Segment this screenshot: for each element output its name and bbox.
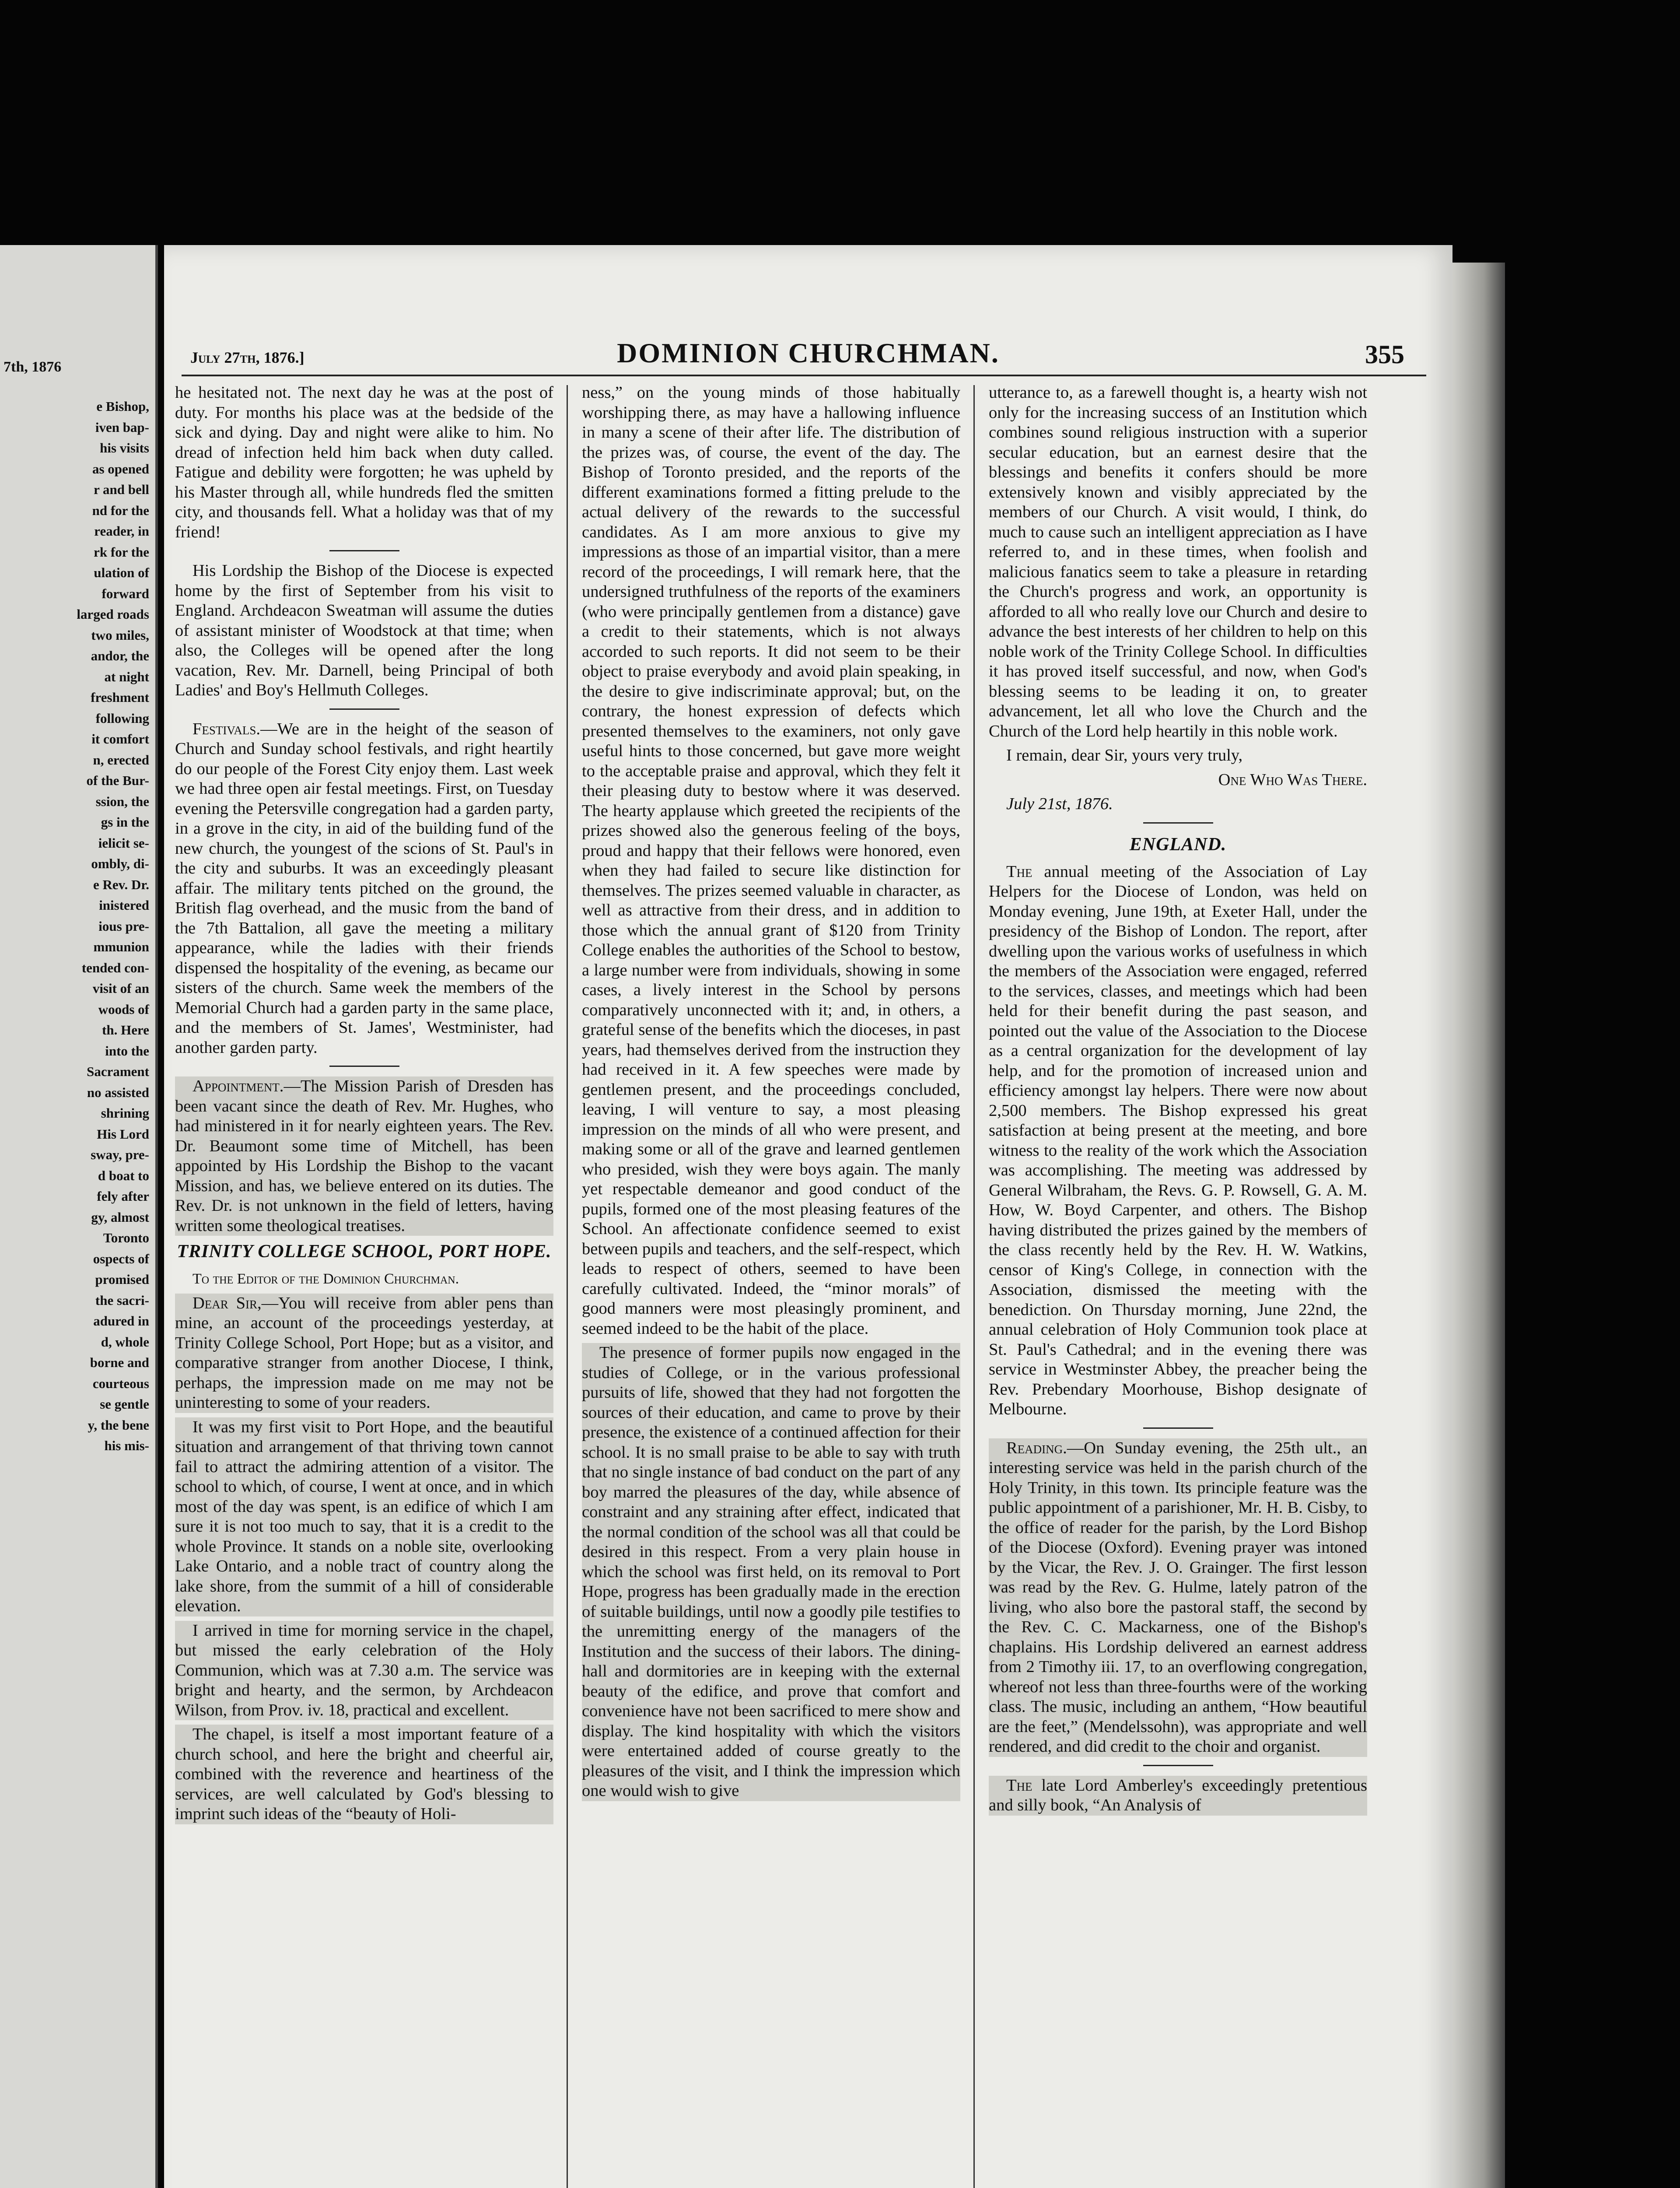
left-page-line: ombly, di- <box>91 856 149 871</box>
left-page-line: shrining <box>101 1105 149 1121</box>
left-page-line: of the Bur- <box>86 773 149 788</box>
left-page-line: forward <box>102 586 149 601</box>
letter-salutation: To the Editor of the Dominion Churchman. <box>192 1271 459 1287</box>
left-page-line: ospects of <box>93 1251 149 1266</box>
newspaper-page <box>164 245 1452 2188</box>
left-page-line: sway, pre- <box>91 1147 149 1162</box>
left-page-text-fragments <box>5 396 149 1456</box>
article-paragraph: ness,” on the young minds of those habitually worshipping there, as may have a hallowing influence in many a scene of their after life. The distribution of the prizes was, of course, the event of the day. The Bishop of Toronto presided, and the reports of the different examinations formed a fitting prelude to the actual delivery of the rewards to the successful candidates. As I am more anxious to give my impressions as those of an impartial visitor, than a mere record of the proceedings, I will remark here, that the undersigned truthfulness of the reports of the examiners (who were principally gentlemen from a distance) gave a credit to their statements, which is not always accorded to such reports. It did not seem to be their object to praise everybody and avoid plain speaking, in the desire to give indiscriminate approval; but, on the contrary, the honest expression of defects which presented themselves to the examiners, not only gave useful hints to those concerned, but gave more weight to the acceptable praise and approval, which they felt it their pleasing duty to bestow where it was deserved. The hearty applause which greeted the recipients of the prizes showed also the generous feeling of the boys, proud and happy that their fellows were honored, even when they had failed to secure like distinction for themselves. The prizes seemed valuable in character, as well as attractive from their dress, and in addition to those which the annual grant of $120 from Trinity College enables the authorities of the School to bestow, a large number were from individuals, showing in some cases, a lively interest in the School by persons comparatively unconnected with it; and, in others, a grateful sense of the benefits which the dioceses, in past years, had themselves derived from the instruction they had received in it. A few speeches were made by gentlemen present, and the proceedings concluded, leaving, I will venture to say, a most pleasing impression on the minds of all who were present, and making some or all of the grave and learned gentlemen who presided, wish they were boys again. The manly yet respectable demeanor and good conduct of the pupils, formed one of the most pleasing features of the School. An affectionate confidence seemed to exist between pupils and teachers, and the self-respect, which leads to respect of others, seemed to have been carefully cultivated. Indeed, the “minor morals” of good manners were most pleasingly prominent, and seemed indeed to be the habit of the place. <box>582 383 960 1338</box>
section-divider <box>1143 1765 1213 1766</box>
left-page-line: into the <box>105 1043 149 1059</box>
left-page-line: reader, in <box>94 523 149 539</box>
left-page-line: se gentle <box>100 1396 149 1412</box>
left-page-line: ious pre- <box>98 918 149 934</box>
article-paragraph: It was my first visit to Port Hope, and the beautiful situation and arrangement of that thriving town cannot fail to attract the admiring attention of a visitor. The school to which, of course, I went at once, and in which most of the day was spent, is an edifice of which I am sure it is not too much to say, that it is a credit to the whole Province. It stands on a noble site, overlooking Lake Ontario, and a noble tract of country along the lake shore, from the summit of a hill of considerable elevation. <box>175 1417 553 1616</box>
left-page-line: at night <box>104 669 149 684</box>
left-page-line: woods of <box>98 1001 149 1017</box>
left-page-line: mmunion <box>93 939 149 954</box>
paragraph-lead: The <box>1006 862 1032 881</box>
paragraph-lead: The <box>1006 1776 1032 1795</box>
left-page-line: d, whole <box>101 1334 149 1350</box>
left-page-line: e Bishop, <box>96 399 149 414</box>
left-page-line: Sacrament <box>87 1064 149 1079</box>
left-page-line: y, the bene <box>88 1417 149 1433</box>
left-page-line: iven bap- <box>95 419 149 435</box>
left-page-line: the sacri- <box>95 1292 149 1308</box>
left-page-line: rk for the <box>94 544 149 560</box>
left-page-line: visit of an <box>92 981 149 996</box>
section-divider <box>1143 822 1213 824</box>
paragraph-lead: Festivals. <box>192 719 261 738</box>
left-page-line: inistered <box>99 898 149 913</box>
letter-date: July 21st, 1876. <box>1006 795 1113 813</box>
left-page-line: as opened <box>92 461 149 477</box>
paragraph-lead: Reading. <box>1006 1438 1067 1457</box>
left-page-line: promised <box>95 1272 149 1287</box>
header-rule <box>182 375 1426 376</box>
article-paragraph: I arrived in time for morning service in the chapel, but missed the early celebration of the Holy Communion, which was at 7.30 a.m. The service was bright and hearty, and the sermon, by Archdeacon Wilson, from Prov. iv. 18, practical and excellent. <box>175 1621 553 1721</box>
left-page-line: ielicit se- <box>98 835 149 851</box>
left-page-line: borne and <box>90 1355 149 1370</box>
paragraph-lead: Appointment. <box>192 1077 284 1095</box>
left-page-line: larged roads <box>77 607 149 622</box>
letter-closing: I remain, dear Sir, yours very truly, <box>1006 746 1243 764</box>
article-paragraph: The presence of former pupils now engaged in the studies of College, or in the various professional pursuits of life, showed that they had not forgotten the sources of their education, and came to prove by their presence, the existence of a continued affection for their school. It is no small praise to be able to say with truth that no single instance of bad conduct on the part of any boy marred the pleasures of the day, while absence of constraint and any straining after effect, indicated that the normal condition of the school was all that could be desired in this respect. From a very plain house in which the school was first held, on its removal to Port Hope, progress has been gradually made in the erection of suitable buildings, until now a goodly pile testifies to the unremitting energy of the managers of the Institution and the success of their labors. The dining-hall and dormitories are in keeping with the external beauty of the edifice, and prove that comfort and convenience have not been sacrificed to mere show and display. The kind hospitality with which the visitors were entertained added of course greatly to the pleasures of the visit, and I think the impression which one would wish to give <box>582 1343 960 1801</box>
article-paragraph: Festivals.—We are in the height of the season of Church and Sunday school festivals, and right heartily do our people of the Forest City enjoy them. Last week we had three open air festal meetings. First, on Tuesday evening the Petersville congregation had a garden party, in a grove in the city, in aid of the building fund of the new church, the youngest of the scions of St. Paul's in the city and suburbs. It was an exceedingly pleasant affair. The military tents pitched on the ground, the British flag overhead, and the music from the band of the 7th Battalion, all gave the meeting a military appearance, while the ladies with their friends dispensed the hospitality of the evening, as became our sisters of the church. Same week the members of the Memorial Church had a garden party in the same place, and the members of St. James', Westminister, had another garden party. <box>175 719 553 1057</box>
article-paragraph: Dear Sir,—You will receive from abler pens than mine, an account of the proceedings yesterday, at Trinity College School, Port Hope; but as a visitor, and comparative stranger from another Diocese, I think, perhaps, the impression made on me may not be uninteresting to some of your readers. <box>175 1294 553 1413</box>
left-page-line: e Rev. Dr. <box>93 877 149 892</box>
column-rule <box>567 385 568 2188</box>
article-paragraph: The annual meeting of the Association of Lay Helpers for the Diocese of London, was held on Monday evening, June 19th, at Exeter Hall, under the presidency of the Bishop of London. The report, after dwelling upon the various works of usefulness in which the members of the Association were engaged, referred to the services, classes, and meetings which had been held for their benefit during the past season, and pointed out the value of the Association to the Diocese as a central organization for the development of lay help, and for the promotion of increased union and efficiency amongst lay helpers. There were now about 2,500 members. The Bishop expressed his great satisfaction at being present at the meeting, and bore witness to the reality of the work which the Association was accomplishing. The meeting was addressed by General Wilbraham, the Revs. G. P. Rowsell, G. A. M. How, W. Boyd Carpenter, and others. The Bishop having distributed the prizes gained by the members of the class recently held by the Rev. H. W. Watkins, censor of King's College, in connection with the Association, dismissed the meeting with the benediction. On Thursday morning, June 22nd, the annual celebration of Holy Communion took place at St. Paul's Cathedral; and in the evening there was service in Westminster Abbey, the preacher being the Rev. Prebendary Moorhouse, Bishop designate of Melbourne. <box>989 862 1367 1418</box>
left-page-line: following <box>95 710 149 726</box>
left-page-line: his visits <box>100 440 149 456</box>
section-divider <box>329 550 399 551</box>
left-page-line: nd for the <box>92 502 149 518</box>
left-page-line: freshment <box>91 690 149 705</box>
adjacent-left-page <box>0 245 158 2188</box>
article-heading: TRINITY COLLEGE SCHOOL, PORT HOPE. <box>177 1241 552 1262</box>
left-page-header: 7th, 1876 <box>4 359 62 375</box>
article-paragraph: Reading.—On Sunday evening, the 25th ult., an interesting service was held in the parish church of the Holy Trinity, in this town. Its principle feature was the public appointment of a parishioner, Mr. H. B. Cisby, to the office of reader for the parish, by the Lord Bishop of the Diocese (Oxford). Evening prayer was intoned by the Vicar, the Rev. J. O. Grainger. The first lesson was read by the Rev. G. Hulme, lately patron of the living, who also bore the pastoral staff, the second by the Rev. C. C. Mackarness, one of the Bishop's chaplains. His Lordship delivered an earnest address from 2 Timothy iii. 17, to an overflowing congregation, whereof not less than three-fourths were of the working class. The music, including an anthem, “How beautiful are the feet,” (Mendelssohn), was appropriate and well rendered, and did credit to the choir and organist. <box>989 1438 1367 1757</box>
left-page-line: ulation of <box>94 565 149 580</box>
left-page-line: his mis- <box>104 1438 149 1453</box>
left-page-line: th. Here <box>102 1022 149 1038</box>
column-1 <box>175 383 553 2188</box>
left-page-line: courteous <box>92 1375 149 1391</box>
article-paragraph: The late Lord Amberley's exceedingly pretentious and silly book, “An Analysis of <box>989 1776 1367 1816</box>
article-paragraph: The chapel, is itself a most important feature of a church school, and here the bright and cheerful air, combined with the reverence and heartiness of the services, are well calculated by God's blessing to imprint such ideas of the “beauty of Holi- <box>175 1725 553 1824</box>
left-page-line: d boat to <box>98 1168 149 1183</box>
left-page-line: n, erected <box>93 752 149 768</box>
left-page-line: andor, the <box>91 648 149 663</box>
left-page-line: gy, almost <box>91 1209 149 1225</box>
column-rule <box>973 385 975 2188</box>
section-heading-england: ENGLAND. <box>1129 834 1227 855</box>
left-page-line: ssion, the <box>95 793 149 809</box>
section-divider <box>1143 1427 1213 1429</box>
column-2 <box>582 383 960 2188</box>
left-page-line: fely after <box>97 1189 149 1204</box>
header-date: July 27th, 1876.] <box>190 349 304 366</box>
left-page-line: Toronto <box>103 1230 149 1245</box>
left-page-line: it comfort <box>91 731 149 747</box>
paragraph-lead: Dear Sir, <box>192 1294 262 1312</box>
left-page-line: tended con- <box>81 960 149 975</box>
left-page-line: adured in <box>93 1313 149 1329</box>
letter-signature: One Who Was There. <box>1218 770 1367 789</box>
article-paragraph: Appointment.—The Mission Parish of Dresden has been vacant since the death of Rev. Mr. Hughes, who had ministered in it for nearly eighteen years. The Rev. Dr. Beaumont some time of Mitchell, has been appointed by His Lordship the Bishop to the vacant Mission, and has, we believe entered on its duties. The Rev. Dr. is not unknown in the field of letters, having written some theological treatises. <box>175 1076 553 1236</box>
page-header <box>164 337 1452 372</box>
column-3 <box>989 383 1367 2188</box>
section-divider <box>329 1066 399 1067</box>
left-page-line: gs in the <box>101 814 149 830</box>
masthead-title: DOMINION CHURCHMAN. <box>617 337 1000 368</box>
page-number: 355 <box>1365 340 1404 369</box>
left-page-line: two miles, <box>91 627 149 643</box>
article-paragraph: he hesitated not. The next day he was at the post of duty. For months his place was at the bedside of the sick and dying. Day and night were alike to him. No dread of infection held him back when duty called. Fatigue and debility were forgotten; he was upheld by his Master through all, while hundreds fled the smitten city, and thousands fell. What a holiday was that of my friend! <box>175 383 553 541</box>
left-page-line: His Lord <box>97 1126 149 1142</box>
page-edge <box>1452 263 1505 2188</box>
article-paragraph: His Lordship the Bishop of the Diocese is expected home by the first of September from his visit to England. Archdeacon Sweatman will assume the duties of assistant minister of Woodstock at that time; when also, the Colleges will be opened after the long vacation, Rev. Mr. Darnell, being Principal of both Ladies' and Boy's Hellmuth Colleges. <box>175 561 553 699</box>
article-paragraph: utterance to, as a farewell thought is, a hearty wish not only for the increasing success of an Institution which combines sound religious instruction with a superior secular education, but an earnest desire that the blessings and benefits it confers should be more extensively known and visibly appreciated by the members of our Church. A visit would, I think, do much to cause such an intelligent appreciation as I have referred to, and in these times, when foolish and malicious fanatics seem to take a pleasure in retarding the Church's progress and work, an opportunity is afforded to all who really love our Church and desire to advance the best interests of her children to help on this noble work of the Trinity College School. In difficulties it has proved itself successful, and now, when God's blessing seems to be leading it on, to greater advancement, let all who love the Church and the Church of the Lord help heartily in this noble work. <box>989 383 1367 740</box>
left-page-line: no assisted <box>87 1084 149 1100</box>
section-divider <box>329 708 399 710</box>
left-page-line: r and bell <box>94 482 149 497</box>
